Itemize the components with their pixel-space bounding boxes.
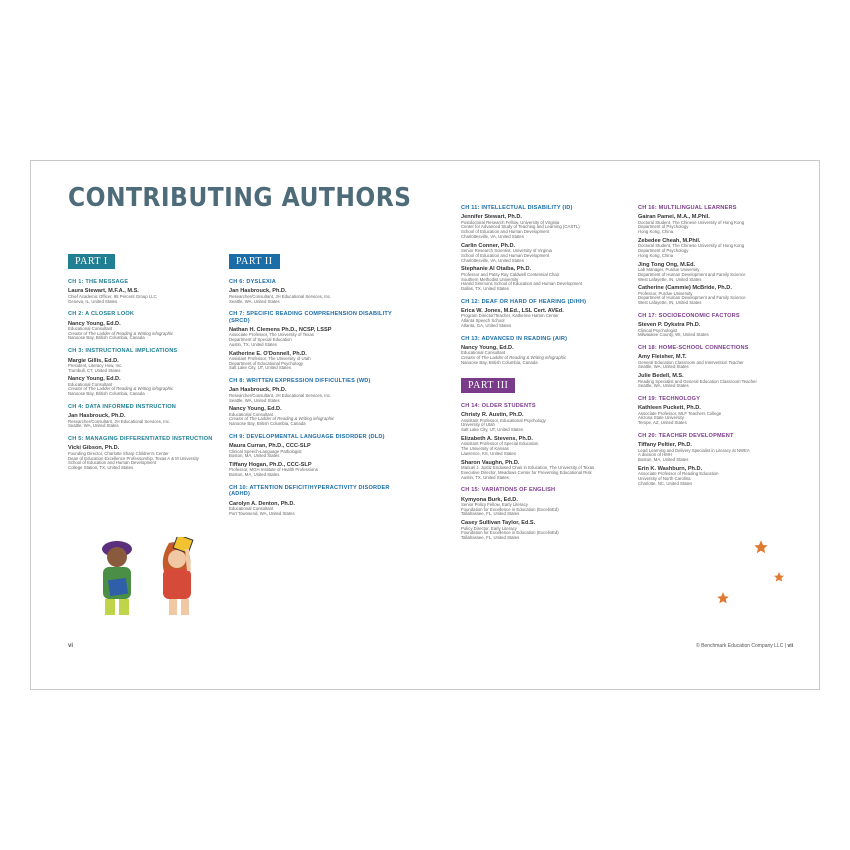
- author-name: Katherine E. O'Donnell, Ph.D.: [229, 350, 307, 357]
- author-entry: [68, 358, 218, 374]
- author-affiliation: President, Literacy How, Inc.: [68, 362, 123, 368]
- author-affiliation: Nanoose Bay, British Columbia, Canada: [229, 421, 306, 427]
- author-entry: [229, 327, 394, 348]
- author-name: Laura Stewart, M.F.A., M.S.: [68, 288, 139, 295]
- book-spread: [30, 160, 820, 690]
- author-affiliation: Founding Director, Charlotte Sharp Children's Center: [68, 450, 169, 456]
- author-affiliation: Charlotte, NC, United States: [638, 480, 693, 486]
- author-affiliation: Austin, TX, United States: [229, 341, 277, 347]
- author-name: Tiffany Peltier, Ph.D.: [638, 442, 692, 449]
- author-name: Carlin Conner, Ph.D.: [461, 242, 516, 249]
- author-affiliation: Seattle, WA, United States: [229, 397, 280, 403]
- star-icon: [753, 539, 769, 555]
- author-affiliation: Professor, Purdue University: [638, 290, 693, 296]
- author-name: Amy Fleisher, M.T.: [638, 354, 687, 361]
- author-affiliation: Lab Manager, Purdue University: [638, 266, 700, 272]
- author-affiliation: School of Education and Human Development: [461, 252, 550, 258]
- author-name: Nancy Young, Ed.D.: [461, 345, 514, 352]
- author-affiliation: Charlottesville, VA, United States: [461, 257, 524, 263]
- author-affiliation: Assistant Professor, Educational Psychology: [461, 417, 546, 423]
- author-affiliation: Southern Methodist University: [461, 276, 519, 282]
- author-affiliation: Associate Professor of Reading Education: [638, 471, 719, 477]
- author-affiliation: Executive Director, Meadows Center for Preventing Educational Risk: [461, 469, 592, 475]
- author-entry: [68, 321, 218, 342]
- author-affiliation: Port Townsend, WA, United States: [229, 510, 295, 516]
- author-affiliation: Professor, MGH Institute of Health Professions: [229, 467, 318, 473]
- author-name: Erica W. Jones, M.Ed., LSL Cert. AVEd.: [461, 308, 564, 315]
- author-affiliation: Doctoral Student, The Chinese University of Hong Kong: [638, 219, 745, 225]
- author-affiliation: The University of Kansas: [461, 446, 509, 451]
- chapter-heading: CH 9: DEVELOPMENTAL LANGUAGE DISORDER (DLD): [229, 434, 385, 440]
- chapter-heading: CH 11: INTELLECTUAL DISABILITY (ID): [461, 205, 573, 211]
- author-affiliation: Nanoose Bay, British Columbia, Canada: [68, 391, 145, 397]
- author-affiliation: Department of Human Development and Family Science: [638, 295, 746, 301]
- author-entry: [461, 436, 626, 457]
- author-affiliation: Researcher/Consultant, JH Educational Services, Inc.: [229, 293, 332, 299]
- author-affiliation: Atlanta Speech School: [461, 318, 505, 324]
- author-affiliation: Boston, MA, United States: [638, 457, 689, 463]
- chapter-heading: CH 8: WRITTEN EXPRESSION DIFFICULTIES (WD): [229, 378, 371, 385]
- author-name: Catherine (Cammie) McBride, Ph.D.: [638, 285, 732, 292]
- author-name: Stephanie Al Otaiba, Ph.D.: [461, 266, 532, 273]
- author-entry: [229, 387, 394, 403]
- chapter-heading: CH 2: A CLOSER LOOK: [68, 311, 135, 318]
- chapter-heading: CH 15: VARIATIONS OF ENGLISH: [461, 487, 556, 494]
- chapter-heading: CH 14: OLDER STUDENTS: [461, 403, 536, 409]
- author-affiliation: Educational Consultant: [461, 350, 506, 356]
- chapter-heading: CH 13: ADVANCED IN READING (AIR): [461, 335, 568, 342]
- author-affiliation: Salt Lake City, UT, United States: [461, 427, 524, 433]
- author-affiliation: Dean of Education Excellence Professorship, Texas A & M University: [68, 455, 199, 461]
- author-affiliation: Educational Consultant: [229, 505, 274, 511]
- column-chapters-16-20: [638, 205, 798, 487]
- author-name: Christy R. Austin, Ph.D.: [461, 412, 524, 419]
- author-name: Jan Hasbrouck, Ph.D.: [229, 288, 287, 295]
- author-entry: [638, 373, 798, 389]
- author-affiliation: Tallahassee, FL, United States: [461, 511, 520, 517]
- author-entry: [68, 376, 218, 397]
- author-name: Vicki Gibson, Ph.D.: [68, 445, 120, 452]
- author-entry: [461, 412, 626, 433]
- author-affiliation: Seattle, WA, United States: [638, 383, 689, 389]
- author-affiliation: Austin, TX, United States: [461, 474, 509, 480]
- column-part-one: [68, 251, 218, 471]
- author-affiliation: Tempe, AZ, United States: [638, 420, 687, 426]
- chapter-heading: CH 17: SOCIOECONOMIC FACTORS: [638, 313, 740, 319]
- author-affiliation: Hong Kong, China: [638, 252, 674, 258]
- author-affiliation: Dallas, TX, United States: [461, 286, 509, 292]
- author-affiliation: Program Director/Teacher, Katherine Hamm Center: [461, 313, 559, 319]
- chapter-heading: CH 19: TECHNOLOGY: [638, 396, 701, 403]
- author-affiliation: Arizona State University: [638, 415, 684, 421]
- author-affiliation: Senior Research Scientist, University of Virginia: [461, 248, 552, 253]
- author-affiliation: Milwaukee County, WI, United States: [638, 332, 709, 338]
- author-affiliation: Department of Educational Psychology: [229, 360, 304, 366]
- author-affiliation: Department of Special Education: [229, 336, 292, 342]
- author-affiliation: Boston, MA, United States: [229, 453, 280, 459]
- author-affiliation: College Station, TX, United States: [68, 465, 134, 471]
- author-affiliation: Lawrence, KS, United States: [461, 450, 516, 456]
- author-entry: [638, 405, 798, 426]
- author-entry: [461, 345, 626, 366]
- author-entry: [461, 520, 626, 541]
- author-entry: [229, 351, 394, 372]
- author-affiliation: Foundation for Excellence in Education (ExcelinEd): [461, 530, 559, 536]
- chapter-heading: CH 18: HOME-SCHOOL CONNECTIONS: [638, 345, 749, 352]
- chapter-heading: CH 7: SPECIFIC READING COMPREHENSION DISABILITY (SRCD): [229, 311, 392, 324]
- author-affiliation: Seattle, WA, United States: [68, 423, 119, 429]
- author-affiliation: Seattle, WA, United States: [229, 298, 280, 304]
- author-affiliation: Trumbull, CT, United States: [68, 367, 121, 373]
- author-name: Julie Bedell, M.S.: [638, 373, 684, 380]
- author-name: Erin K. Washburn, Ph.D.: [638, 466, 703, 472]
- column-chapters-11-15: [461, 205, 626, 541]
- author-entry: [638, 214, 798, 235]
- author-affiliation: Clinical Speech-Language Pathologist: [229, 448, 302, 454]
- author-name: Jennifer Stewart, Ph.D.: [461, 214, 522, 221]
- author-entry: [229, 288, 394, 304]
- chapter-heading: CH 10: ATTENTION DEFICIT/HYPERACTIVITY DISORDER (ADHD): [229, 485, 390, 498]
- author-name: Tiffany Hogan, Ph.D., CCC-SLP: [229, 462, 312, 469]
- author-entry: [461, 243, 626, 264]
- author-affiliation: Assistant Professor of Special Education: [461, 441, 539, 447]
- author-name: Nancy Young, Ed.D.: [68, 320, 121, 327]
- author-entry: [638, 322, 798, 338]
- author-affiliation: Associate Professor, The University of Texas: [229, 332, 314, 338]
- chapter-heading: CH 6: DYSLEXIA: [229, 279, 276, 286]
- chapter-heading: CH 12: DEAF OR HARD OF HEARING (D/HH): [461, 298, 587, 305]
- author-entry: [229, 406, 394, 427]
- author-affiliation: Assistant Professor, The University of Utah: [229, 355, 311, 361]
- author-name: Zebedee Cheah, M.Phil.: [638, 237, 701, 244]
- author-entry: [638, 466, 798, 487]
- author-name: Nancy Young, Ed.D.: [229, 406, 282, 413]
- chapter-heading: CH 3: INSTRUCTIONAL IMPLICATIONS: [68, 348, 178, 355]
- author-affiliation: Nanoose Bay, British Columbia, Canada: [461, 360, 538, 365]
- author-entry: [638, 262, 798, 283]
- author-affiliation: Policy Director, Early Literacy: [461, 525, 517, 531]
- author-name: Elizabeth A. Stevens, Ph.D.: [461, 435, 533, 442]
- author-affiliation: Nanoose Bay, British Columbia, Canada: [68, 335, 145, 341]
- star-icon: [773, 571, 785, 583]
- author-name: Jan Hasbrouck, Ph.D.: [229, 387, 287, 394]
- author-affiliation: School of Education and Human Development: [68, 460, 157, 466]
- children-reading-illustration: [83, 537, 213, 617]
- author-entry: [638, 442, 798, 463]
- author-affiliation: Department of Psychology: [638, 224, 689, 230]
- chapter-heading: CH 20: TEACHER DEVELOPMENT: [638, 433, 734, 440]
- author-name: Nathan H. Clemens Ph.D., NCSP, LSSP: [229, 326, 332, 333]
- star-icon: [716, 591, 730, 605]
- part-label: PART III: [461, 378, 515, 393]
- author-affiliation: Department of Psychology: [638, 248, 689, 253]
- author-entry: [638, 285, 798, 306]
- author-name: Nancy Young, Ed.D.: [68, 376, 121, 383]
- author-affiliation: Chief Academic Officer, 95 Percent Group LLC: [68, 293, 157, 299]
- chapter-heading: CH 16: MULTILINGUAL LEARNERS: [638, 205, 737, 211]
- author-name: Jan Hasbrouck, Ph.D.: [68, 413, 126, 420]
- page-title: CONTRIBUTING AUTHORS: [68, 183, 412, 213]
- author-affiliation: Harold Simmons School of Education and Human Development: [461, 281, 583, 287]
- part-label: PART II: [229, 254, 280, 269]
- author-name: Steven P. Dykstra Ph.D.: [638, 322, 701, 329]
- author-entry: [461, 497, 626, 518]
- author-name: Kathleen Puckett, Ph.D.: [638, 405, 701, 412]
- author-name: Jing Tong Ong, M.Ed.: [638, 261, 696, 268]
- author-affiliation: West Lafayette, IN, United States: [638, 300, 702, 306]
- author-affiliation: Reading Specialist and General Education Classroom Teacher: [638, 378, 757, 384]
- author-affiliation: A division of HMH: [638, 452, 672, 458]
- part-label: PART I: [68, 254, 115, 269]
- author-affiliation: Creator of The Ladder of Reading & Writing infographic: [68, 330, 174, 336]
- author-affiliation: Researcher/Consultant, JH Educational Services, Inc.: [68, 418, 171, 424]
- author-affiliation: Foundation for Excellence in Education (ExcelinEd): [461, 506, 559, 512]
- chapter-heading: CH 4: DATA INFORMED INSTRUCTION: [68, 404, 177, 411]
- author-affiliation: Senior Policy Fellow, Early Literacy: [461, 501, 528, 507]
- author-affiliation: Educational Consultant: [68, 381, 113, 387]
- author-name: Gairan Pamei, M.A., M.Phil.: [638, 214, 710, 221]
- author-name: Margie Gillis, Ed.D.: [68, 357, 119, 364]
- author-name: Carolyn A. Denton, Ph.D.: [229, 500, 295, 507]
- author-affiliation: Researcher/Consultant, JH Educational Services, Inc.: [229, 392, 332, 398]
- chapter-heading: CH 1: THE MESSAGE: [68, 279, 129, 286]
- author-entry: [68, 413, 218, 429]
- author-entry: [229, 501, 394, 517]
- author-affiliation: Tallahassee, FL, United States: [461, 535, 520, 541]
- author-affiliation: Professor and Patsy Ray Caldwell Centennial Chair: [461, 271, 560, 277]
- author-affiliation: West Lafayette, IN, United States: [638, 276, 702, 282]
- author-name: Maura Curran, Ph.D., CCC-SLP: [229, 443, 311, 450]
- author-affiliation: Clinical Psychologist: [638, 327, 678, 333]
- author-affiliation: Charlottesville, VA, United States: [461, 233, 524, 239]
- author-entry: [461, 266, 626, 292]
- author-affiliation: Boston, MA, United States: [229, 472, 280, 478]
- author-affiliation: Hong Kong, China: [638, 229, 674, 235]
- author-entry: [229, 462, 394, 478]
- author-affiliation: Department of Human Development and Family Science: [638, 271, 746, 277]
- author-affiliation: Creator of The Ladder of Reading & Writing infographic: [68, 386, 174, 392]
- author-entry: [638, 238, 798, 259]
- author-affiliation: Creator of The Ladder of Reading & Writing infographic: [229, 416, 335, 422]
- author-entry: [229, 443, 394, 459]
- author-affiliation: Doctoral Student, The Chinese University of Hong Kong: [638, 243, 745, 249]
- author-affiliation: Educational Consultant: [68, 325, 113, 331]
- author-affiliation: Seattle, WA, United States: [638, 364, 689, 370]
- column-part-two: [229, 251, 394, 516]
- author-affiliation: Postdoctoral Research Fellow, University of Virginia: [461, 219, 560, 225]
- author-entry: [461, 214, 626, 240]
- author-affiliation: Associate Professor, MLF Teachers College: [638, 410, 722, 416]
- author-affiliation: Geneva, IL, United States: [68, 298, 118, 304]
- author-affiliation: Educational Consultant: [229, 411, 274, 417]
- author-entry: [461, 308, 626, 329]
- author-entry: [68, 445, 218, 471]
- author-affiliation: Manuel J. Justiz Endowed Chair in Education, The University of Texas: [461, 464, 595, 470]
- author-entry: [68, 288, 218, 304]
- author-affiliation: Lead Learning and Delivery Specialist in Literacy at NWEA: [638, 447, 750, 453]
- author-affiliation: University of North Carolina: [638, 476, 691, 482]
- author-affiliation: General Education Classroom and Intervention Teacher: [638, 359, 744, 365]
- author-affiliation: Center for Advanced Study of Teaching and Learning (CASTL): [461, 224, 580, 230]
- author-affiliation: University of Utah: [461, 422, 495, 428]
- author-name: Casey Sullivan Taylor, Ed.S.: [461, 520, 536, 527]
- author-affiliation: Salt Lake City, UT, United States: [229, 365, 292, 371]
- page-number-left: vi: [68, 643, 74, 649]
- author-affiliation: Creator of The Ladder of Reading & Writing infographic: [461, 355, 567, 361]
- author-affiliation: Atlanta, GA, United States: [461, 323, 512, 329]
- author-entry: [638, 354, 798, 370]
- author-name: Sharon Vaughn, Ph.D.: [461, 459, 520, 466]
- author-entry: [461, 460, 626, 481]
- footer-copyright: © Benchmark Education Company LLC | vii: [696, 643, 793, 649]
- author-name: Kymyona Burk, Ed.D.: [461, 496, 518, 503]
- author-affiliation: School of Education and Human Development: [461, 229, 550, 235]
- chapter-heading: CH 5: MANAGING DIFFERENTIATED INSTRUCTION: [68, 436, 213, 443]
